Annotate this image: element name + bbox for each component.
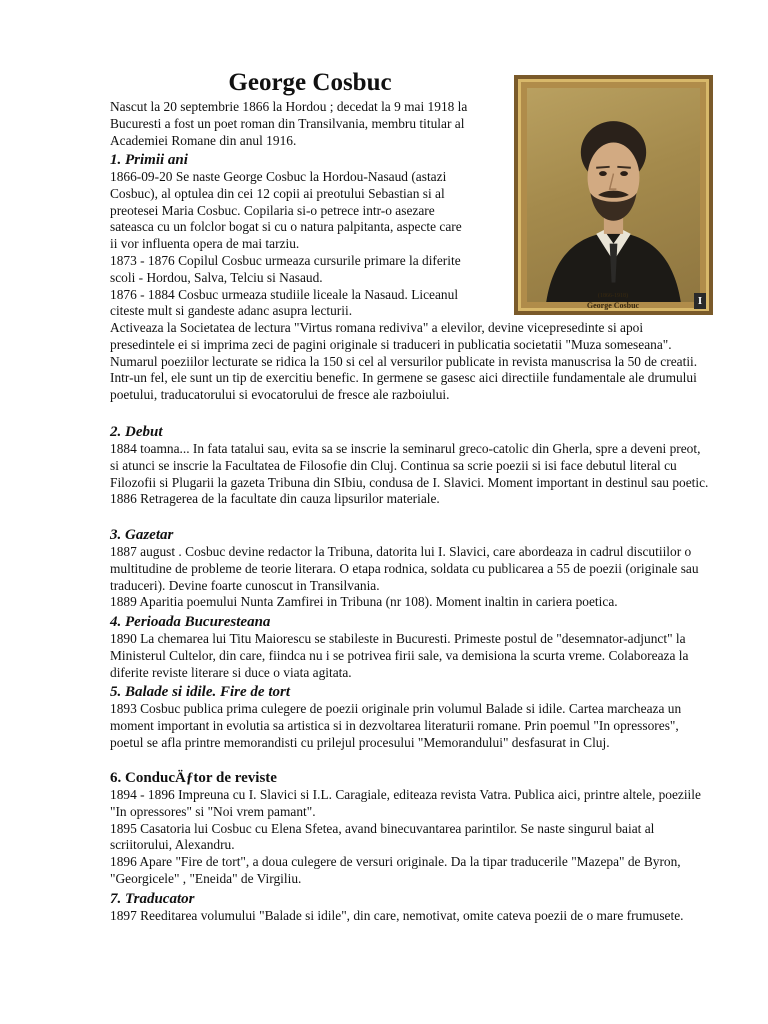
section-entry: 1896 Apare "Fire de tort", a doua culegere de versuri originale. Da la tipar traducerile "Mazepa" de Byron, "Georgicele" , "Eneida" de Virgiliu. xyxy=(110,854,681,886)
section-entry: 1873 - 1876 Copilul Cosbuc urmeaza cursurile primare la diferite scoli - Hordou, Salva, Telciu si Nasaud. xyxy=(110,252,461,285)
section-heading: 5. Balade si idile. Fire de tort xyxy=(110,684,290,700)
section-entry: 1895 Casatoria lui Cosbuc cu Elena Sfetea, avand binecuvantarea parintilor. Se naste singurul baiat al scriitorului, Alexandru. xyxy=(110,820,655,853)
section-2 xyxy=(110,423,710,508)
section-heading: 6. ConducÄƒtor de reviste xyxy=(110,770,277,786)
section-heading: 4. Perioada Bucuresteana xyxy=(110,614,271,630)
section-6 xyxy=(110,769,710,888)
section-1 xyxy=(110,151,470,320)
section-4 xyxy=(110,613,710,681)
section-1-continued xyxy=(110,320,710,404)
section-7 xyxy=(110,890,710,925)
portrait-image xyxy=(527,88,700,302)
section-entry: 1866-09-20 Se naste George Cosbuc la Hordou-Nasaud (astazi Cosbuc), al optulea din cei 12 copii ai preotului Sebastian si al preotesei Maria Cosbuc. Copilaria si-o petrece intr-o asezare sateasca cu un folclor bogat si cu o natura palpitanta, aspecte care ii vor influenta opera de mai tarziu. xyxy=(110,169,462,252)
portrait-caption-dates: (1866-1918) xyxy=(598,293,628,299)
section-entry: 1894 - 1896 Impreuna cu I. Slavici si I.L. Caragiale, editeaza revista Vatra. Publica aici, printre altele, poeziile "In opressores" si "Noi vrem pamant". xyxy=(110,787,701,819)
section-entry: 1884 toamna... In fata tatalui sau, evita sa se inscrie la seminarul greco-catolic din Gherla, spre a deveni preot, si atunci se inscrie la Facultatea de Filosofie din Cluj. Continua sa scrie poezii si isi face debutul literal cu Filozofii si Plugarii la gazeta Tribuna din SIbiu, condusa de I. Slavici. Moment important in destinul sau poetic. xyxy=(110,441,709,490)
section-5 xyxy=(110,683,710,751)
section-entry: 1897 Reeditarea volumului "Balade si idile", din care, nemotivat, omite cateva poezii de o mare frumusete. xyxy=(110,908,684,923)
section-entry: 1876 - 1884 Cosbuc urmeaza studiile liceale la Nasaud. Liceanul citeste mult si gandeste adanc asupra lecturii. xyxy=(110,286,459,319)
section-entry: 1889 Aparitia poemului Nunta Zamfirei in Tribuna (nr 108). Moment inaltin in cariera poetica. xyxy=(110,594,618,610)
section-heading: 7. Traducator xyxy=(110,891,195,907)
section-entry: 1886 Retragerea de la facultate din cauza lipsurilor materiale. xyxy=(110,491,440,507)
section-entry: Activeaza la Societatea de lectura "Virtus romana rediviva" a elevilor, devine vicepresedinte si apoi presedintele ei si imprima zeci de pagini originale si traduceri in publicatia societatii "Muza someseana". Numarul poeziilor lecturate se ridica la 150 si cel al versurilor publicate in revista manuscrisa la 50 de creatii. Intr-un fel, ele sunt un tip de exercitiu benefic. In germene se gasesc aici directiile fundamentale ale drumului poetului, traducatorului si evocatorului de fresce ale razboiului. xyxy=(110,320,698,403)
intro-paragraph: Nascut la 20 septembrie 1866 la Hordou ; decedat la 9 mai 1918 la Bucuresti a fost un poet roman din Transilvania, membru titular al Academiei Romane din anul 1916. xyxy=(110,99,468,148)
section-3 xyxy=(110,526,710,611)
section-heading: 1. Primii ani xyxy=(110,152,188,168)
portrait-numeral-badge: I xyxy=(694,293,706,309)
portrait-caption xyxy=(558,292,668,310)
section-entry: 1890 La chemarea lui Titu Maiorescu se stabileste in Bucuresti. Primeste postul de "desemnator-adjunct" la Ministerul Cultelor, din care, fiindca nu i se potrivea firii sale, va demisiona la scurta vreme. Colaboreaza la diferite reviste literare si duce o viata agitata. xyxy=(110,631,689,680)
portrait-caption-name: George Cosbuc xyxy=(586,301,640,310)
section-heading: 3. Gazetar xyxy=(110,527,174,543)
portrait-frame xyxy=(514,75,713,315)
section-heading: 2. Debut xyxy=(110,424,163,440)
page-title: George Cosbuc xyxy=(228,69,392,96)
section-entry: 1893 Cosbuc publica prima culegere de poezii originale prin volumul Balade si idile. Cartea marcheaza un moment important in evolutia sa artistica si in dezvoltarea literaturii romane. Prin poemul "In opressores", poetul se afla printre memorandisti cu prilejul procesului "Memorandului" desfasurat in Cluj. xyxy=(110,701,682,750)
portrait-painting xyxy=(527,88,700,302)
section-entry: 1887 august . Cosbuc devine redactor la Tribuna, datorita lui I. Slavici, care abordeaza in cadrul discutiilor o multitudine de probleme de teorie literara. O etapa rodnica, soldata cu publicarea a 55 de poezii (originale sau traduceri). Devine foarte cunoscut in Transilvania. xyxy=(110,544,699,593)
